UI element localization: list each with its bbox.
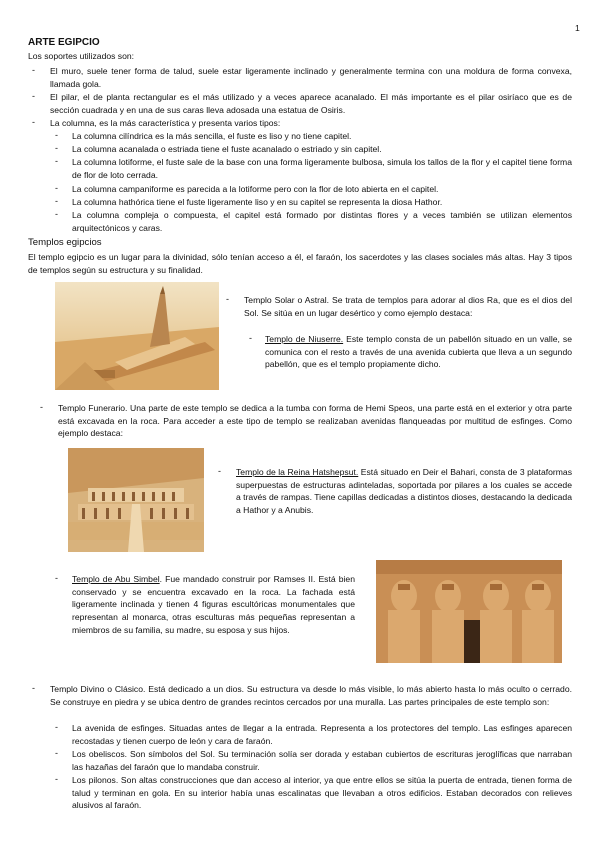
niuserre-title: Templo de Niuserre. xyxy=(265,334,344,344)
funerary-temple-text: Templo Funerario. Una parte de este templo se dedica a la tumba con forma de Hemi Speos, una parte está en el exterior y otra parte está excavada en la roca. Para acceder a este tipo de templo se realizaban avenidas flanqueadas por multitud de esfinges. Como ejemplo destaca: xyxy=(58,403,572,439)
bullet: - xyxy=(55,573,58,583)
niuserre-paragraph xyxy=(265,333,572,371)
bullet: - xyxy=(32,683,35,693)
column-type: La columna acanalada o estriada tiene el fuste acanalado o estriado y sin capitel. xyxy=(72,144,382,154)
temples-intro: El templo egipcio es un lugar para la divinidad, sólo tenían acceso a él, el faraón, los sacerdotes y las clases sociales más altas. Hay 3 tipos de templos según su estructura y su finalidad. xyxy=(28,252,572,275)
bullet: - xyxy=(226,294,229,304)
hatshepsut-temple-image xyxy=(68,448,204,552)
abu-simbel-text: . Fue mandado construir por Ramses II. Está bien conservado y se encuentra excavado en la roca. La fachada está ligeramente inclinada y tienen 4 figuras escultóricas monumentales que representan al monarca, otras esculturas más pequeñas representan a miembros de su familia, su madre, su esposa y sus hijos. xyxy=(72,574,355,635)
column-type: La columna campaniforme es parecida a la lotiforme pero con la flor de loto abierta en el capitel. xyxy=(72,184,439,194)
bullet: - xyxy=(55,130,58,140)
column-type: La columna lotiforme, el fuste sale de la base con una forma ligeramente bulbosa, simula los tallos de la flor y el capitel tiene forma de flor de loto cerrada. xyxy=(72,157,572,180)
column-type: La columna compleja o compuesta, el capitel está formado por distintas flores y a veces también se utilizan elementos arquitectónicos y caras. xyxy=(72,210,572,233)
supports-intro: Los soportes utilizados son: xyxy=(28,51,135,61)
abu-simbel-title: Templo de Abu Simbel xyxy=(72,574,160,584)
hatshepsut-title: Templo de la Reina Hatshepsut. xyxy=(236,467,359,477)
temple-part: Los obeliscos. Son símbolos del Sol. Su terminación solía ser dorada y estaban cubiertos de escrituras jeroglíficas que narraban las hazañas del faraón que lo mandaba construir. xyxy=(72,749,572,772)
niuserre-text: Este templo consta de un pabellón situado en un valle, se comunica con el resto a través de una avenida cubierta que lleva a un segundo pabellón, que es el templo propiamente dicho. xyxy=(265,334,572,370)
divine-temple-text: Templo Divino o Clásico. Está dedicado a un dios. Su estructura va desde lo más visible, lo más abierto hasta lo más oculto o cerrado. Se construye en piedra y se ubica dentro de grandes recintos cercados por una muralla. Las partes principales de este templo son: xyxy=(50,684,572,707)
bullet: - xyxy=(55,774,58,784)
document-title: ARTE EGIPCIO xyxy=(28,37,100,48)
hatshepsut-text: Está situado en Deir el Bahari, consta de 3 plataformas superpuestas de estructuras adinteladas, soportada por pilares a los cuales se accede a través de rampas. Tiene capillas dedicadas a distintos dioses, destacando la dedicada a Hathor y a Anubis. xyxy=(236,467,572,516)
support-columna: La columna, es la más característica y presenta varios tipos: xyxy=(50,118,281,128)
hatshepsut-paragraph xyxy=(236,466,572,517)
column-type: La columna cilíndrica es la más sencilla, el fuste es liso y no tiene capitel. xyxy=(72,131,352,141)
bullet: - xyxy=(55,196,58,206)
bullet: - xyxy=(32,117,35,127)
bullet: - xyxy=(55,209,58,219)
temple-part: Los pilonos. Son altas construcciones que dan acceso al interior, ya que entre ellos se sitúa la puerta de entrada, tienen forma de talud y terminan en gola. En su interior había unas escalinatas que llevaban a otros edificios. Estaban decorados con relieves alusivos al faraón. xyxy=(72,775,572,811)
bullet: - xyxy=(55,183,58,193)
bullet: - xyxy=(55,748,58,758)
bullet: - xyxy=(32,65,35,75)
bullet: - xyxy=(249,333,252,343)
solar-temple-text: Templo Solar o Astral. Se trata de templos para adorar al dios Ra, que es el dios del Sol. Se sitúa en un lugar desértico y como ejemplo destaca: xyxy=(244,295,572,318)
bullet: - xyxy=(40,402,43,412)
temple-part: La avenida de esfinges. Situadas antes de llegar a la entrada. Representa a los protectores del templo. Las esfinges aparecen recostadas y tienen cuerpo de león y cara de faraón. xyxy=(72,723,572,746)
bullet: - xyxy=(55,722,58,732)
solar-temple-image xyxy=(55,282,219,390)
abu-simbel-paragraph xyxy=(72,573,355,637)
abu-simbel-image xyxy=(376,560,562,663)
support-muro: El muro, suele tener forma de talud, suele estar ligeramente inclinado y generalmente termina con una moldura de forma convexa, llamada gola. xyxy=(50,66,572,89)
column-type: La columna hathórica tiene el fuste ligeramente liso y en su capitel se representa la diosa Hathor. xyxy=(72,197,443,207)
bullet: - xyxy=(55,143,58,153)
bullet: - xyxy=(32,91,35,101)
bullet: - xyxy=(55,156,58,166)
support-pilar: El pilar, el de planta rectangular es el más utilizado y a veces aparece acanalado. El más importante es el pilar osiríaco que es de sección cuadrada y en una de sus caras lleva adosada una estatua de Osiris. xyxy=(50,92,572,115)
bullet: - xyxy=(218,466,221,476)
page-number: 1 xyxy=(575,23,580,33)
temples-heading: Templos egipcios xyxy=(28,237,102,248)
